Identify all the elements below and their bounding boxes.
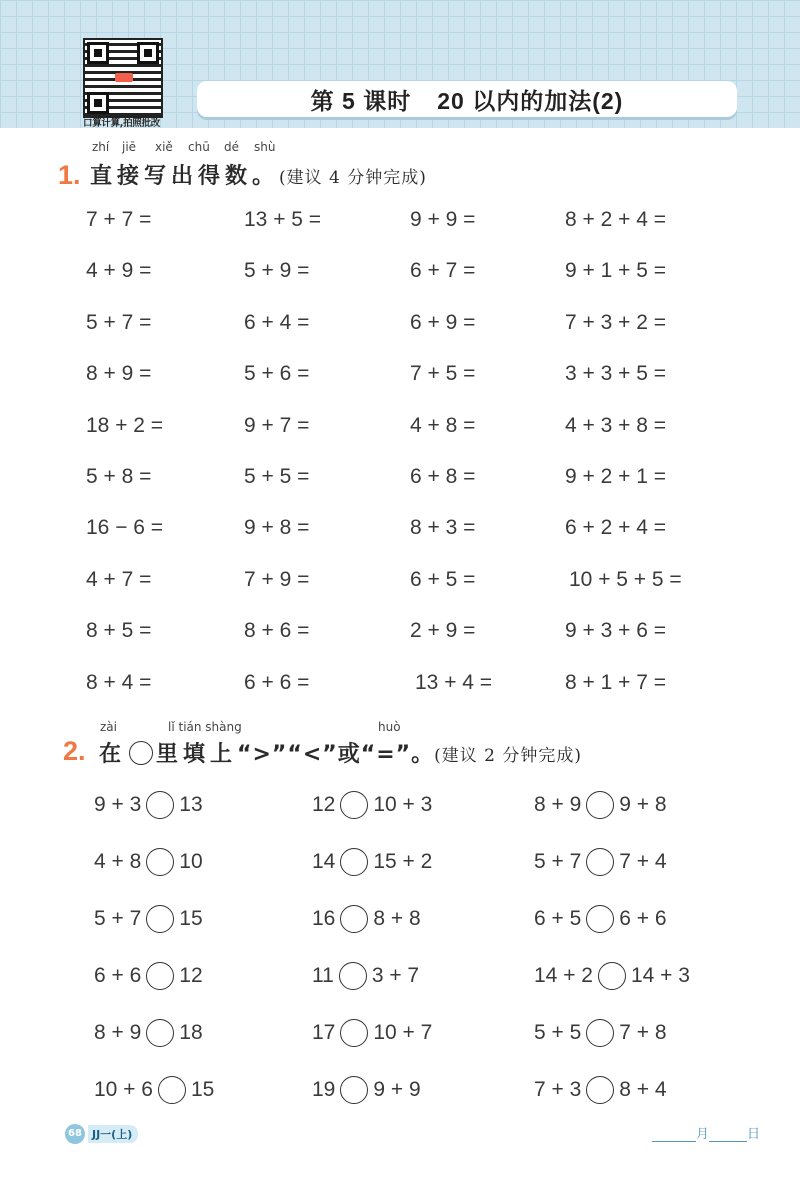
comparison-left: 11 bbox=[312, 964, 334, 987]
answer-circle[interactable] bbox=[586, 848, 614, 876]
problem-9-3[interactable]: 2 + 9 = bbox=[410, 619, 476, 642]
comparison-left: 8 + 9 bbox=[94, 1021, 142, 1044]
answer-circle[interactable] bbox=[146, 962, 174, 990]
problem-7-3[interactable]: 8 + 3 = bbox=[410, 516, 476, 539]
problem-6-2[interactable]: 5 + 5 = bbox=[244, 465, 310, 488]
comparison-6-1 bbox=[94, 1076, 214, 1104]
answer-circle[interactable] bbox=[340, 848, 368, 876]
answer-circle[interactable] bbox=[340, 791, 368, 819]
problem-9-1[interactable]: 8 + 5 = bbox=[86, 619, 152, 642]
comparison-left: 9 + 3 bbox=[94, 793, 142, 816]
comparison-right: 18 bbox=[179, 1021, 203, 1044]
comparison-4-1 bbox=[94, 962, 203, 990]
comparison-4-3 bbox=[534, 962, 690, 990]
problem-8-3[interactable]: 6 + 5 = bbox=[410, 568, 476, 591]
problem-10-2[interactable]: 6 + 6 = bbox=[244, 671, 310, 694]
problem-6-4[interactable]: 9 + 2 + 1 = bbox=[565, 465, 667, 488]
problem-8-4[interactable]: 10 + 5 + 5 = bbox=[569, 568, 682, 591]
section2-number: 2. bbox=[63, 736, 86, 766]
section1-number: 1. bbox=[58, 160, 81, 190]
day-blank[interactable] bbox=[709, 1127, 747, 1142]
comparison-right: 14 + 3 bbox=[630, 964, 690, 987]
problem-3-1[interactable]: 5 + 7 = bbox=[86, 311, 152, 334]
comparison-3-3 bbox=[534, 905, 667, 933]
section2-note: (建议 2 分钟完成) bbox=[434, 746, 582, 766]
answer-circle[interactable] bbox=[146, 848, 174, 876]
comparison-left: 19 bbox=[312, 1078, 336, 1101]
month-label: 月 bbox=[696, 1127, 710, 1142]
answer-circle-icon bbox=[129, 741, 153, 765]
comparison-right: 10 + 7 bbox=[373, 1021, 433, 1044]
comparison-3-2 bbox=[312, 905, 421, 933]
comparison-right: 10 + 3 bbox=[373, 793, 433, 816]
problem-10-4[interactable]: 8 + 1 + 7 = bbox=[565, 671, 667, 694]
answer-circle[interactable] bbox=[158, 1076, 186, 1104]
answer-circle[interactable] bbox=[339, 962, 367, 990]
comparison-right: 9 + 9 bbox=[373, 1078, 421, 1101]
comparison-right: 6 + 6 bbox=[619, 907, 667, 930]
problem-2-4[interactable]: 9 + 1 + 5 = bbox=[565, 259, 667, 282]
comparison-left: 5 + 5 bbox=[534, 1021, 582, 1044]
comparison-1-3 bbox=[534, 791, 667, 819]
answer-circle[interactable] bbox=[586, 791, 614, 819]
comparison-5-2 bbox=[312, 1019, 432, 1047]
comparison-left: 12 bbox=[312, 793, 336, 816]
comparison-4-2 bbox=[312, 962, 419, 990]
comparison-left: 5 + 7 bbox=[534, 850, 582, 873]
comparison-left: 6 + 5 bbox=[534, 907, 582, 930]
comparison-right: 15 + 2 bbox=[373, 850, 433, 873]
comparison-right: 12 bbox=[179, 964, 203, 987]
problem-5-3[interactable]: 4 + 8 = bbox=[410, 414, 476, 437]
comparison-left: 6 + 6 bbox=[94, 964, 142, 987]
comparison-right: 7 + 8 bbox=[619, 1021, 667, 1044]
problem-10-3[interactable]: 13 + 4 = bbox=[415, 671, 493, 694]
lesson-title: 第 5 课时 bbox=[310, 87, 412, 114]
problem-3-4[interactable]: 7 + 3 + 2 = bbox=[565, 311, 667, 334]
comparison-5-3 bbox=[534, 1019, 667, 1047]
problem-7-4[interactable]: 6 + 2 + 4 = bbox=[565, 516, 667, 539]
problem-3-2[interactable]: 6 + 4 = bbox=[244, 311, 310, 334]
problem-6-3[interactable]: 6 + 8 = bbox=[410, 465, 476, 488]
comparison-left: 10 + 6 bbox=[94, 1078, 153, 1101]
answer-circle[interactable] bbox=[340, 1076, 368, 1104]
comparison-left: 8 + 9 bbox=[534, 793, 582, 816]
problem-1-1[interactable]: 7 + 7 = bbox=[86, 208, 152, 231]
comparison-1-2 bbox=[312, 791, 432, 819]
date-field[interactable] bbox=[652, 1123, 760, 1142]
answer-circle[interactable] bbox=[340, 905, 368, 933]
comparison-right: 15 bbox=[179, 907, 203, 930]
comparison-6-3 bbox=[534, 1076, 667, 1104]
answer-circle[interactable] bbox=[586, 1076, 614, 1104]
problem-5-4[interactable]: 4 + 3 + 8 = bbox=[565, 414, 667, 437]
day-label: 日 bbox=[747, 1127, 761, 1142]
problem-4-2[interactable]: 5 + 6 = bbox=[244, 362, 310, 385]
answer-circle[interactable] bbox=[586, 905, 614, 933]
comparison-left: 16 bbox=[312, 907, 336, 930]
comparison-5-1 bbox=[94, 1019, 203, 1047]
comparison-right: 7 + 4 bbox=[619, 850, 667, 873]
comparison-left: 4 + 8 bbox=[94, 850, 142, 873]
problem-2-1[interactable]: 4 + 9 = bbox=[86, 259, 152, 282]
edition-label: JJ一(上) bbox=[88, 1125, 138, 1143]
comparison-left: 14 bbox=[312, 850, 336, 873]
problem-6-1[interactable]: 5 + 8 = bbox=[86, 465, 152, 488]
lesson-title-banner bbox=[197, 81, 737, 117]
problem-1-4[interactable]: 8 + 2 + 4 = bbox=[565, 208, 667, 231]
problem-9-4[interactable]: 9 + 3 + 6 = bbox=[565, 619, 667, 642]
lesson-topic: 20 以内的加法(2) bbox=[437, 87, 624, 114]
answer-circle[interactable] bbox=[146, 791, 174, 819]
comparison-2-1 bbox=[94, 848, 203, 876]
comparison-left: 17 bbox=[312, 1021, 336, 1044]
comparison-right: 8 + 8 bbox=[373, 907, 421, 930]
comparison-right: 13 bbox=[179, 793, 203, 816]
comparison-2-2 bbox=[312, 848, 432, 876]
problem-10-1[interactable]: 8 + 4 = bbox=[86, 671, 152, 694]
comparison-right: 9 + 8 bbox=[619, 793, 667, 816]
answer-circle[interactable] bbox=[146, 905, 174, 933]
qr-caption: 口算计算,拍照批改 bbox=[83, 118, 160, 129]
problem-8-1[interactable]: 4 + 7 = bbox=[86, 568, 152, 591]
problem-7-2[interactable]: 9 + 8 = bbox=[244, 516, 310, 539]
comparison-right: 3 + 7 bbox=[371, 964, 420, 987]
answer-circle[interactable] bbox=[586, 1019, 614, 1047]
answer-circle[interactable] bbox=[146, 1019, 174, 1047]
comparison-2-3 bbox=[534, 848, 667, 876]
problem-5-1[interactable]: 18 + 2 = bbox=[86, 414, 164, 437]
problem-1-2[interactable]: 13 + 5 = bbox=[244, 208, 322, 231]
problem-3-3[interactable]: 6 + 9 = bbox=[410, 311, 476, 334]
comparison-left: 7 + 3 bbox=[534, 1078, 582, 1101]
month-blank[interactable] bbox=[652, 1127, 696, 1142]
problem-5-2[interactable]: 9 + 7 = bbox=[244, 414, 310, 437]
comparison-right: 10 bbox=[179, 850, 203, 873]
problem-4-3[interactable]: 7 + 5 = bbox=[410, 362, 476, 385]
answer-circle[interactable] bbox=[598, 962, 626, 990]
qr-code-icon[interactable] bbox=[83, 38, 163, 118]
comparison-6-2 bbox=[312, 1076, 421, 1104]
problem-2-2[interactable]: 5 + 9 = bbox=[244, 259, 310, 282]
comparison-left: 5 + 7 bbox=[94, 907, 142, 930]
answer-circle[interactable] bbox=[340, 1019, 368, 1047]
problem-4-1[interactable]: 8 + 9 = bbox=[86, 362, 152, 385]
comparison-3-1 bbox=[94, 905, 203, 933]
page-number: 68 bbox=[65, 1124, 85, 1144]
footer-badge bbox=[65, 1124, 138, 1143]
problem-4-4[interactable]: 3 + 3 + 5 = bbox=[565, 362, 667, 385]
problem-7-1[interactable]: 16 − 6 = bbox=[86, 516, 164, 539]
section2-title: 在 里填上“>”“<”或“=”。(建议 2 分钟完成) bbox=[99, 742, 582, 767]
comparison-right: 8 + 4 bbox=[619, 1078, 667, 1101]
comparison-left: 14 + 2 bbox=[534, 964, 593, 987]
section2-pinyin: zài lǐ tián shàng huò bbox=[100, 720, 401, 734]
problem-9-2[interactable]: 8 + 6 = bbox=[244, 619, 310, 642]
comparison-1-1 bbox=[94, 791, 203, 819]
problem-1-3[interactable]: 9 + 9 = bbox=[410, 208, 476, 231]
section1-title: 直接写出得数。(建议 4 分钟完成) bbox=[90, 164, 427, 189]
comparison-right: 15 bbox=[190, 1078, 215, 1101]
section1-note: (建议 4 分钟完成) bbox=[279, 168, 427, 188]
problem-8-2[interactable]: 7 + 9 = bbox=[244, 568, 310, 591]
problem-2-3[interactable]: 6 + 7 = bbox=[410, 259, 476, 282]
